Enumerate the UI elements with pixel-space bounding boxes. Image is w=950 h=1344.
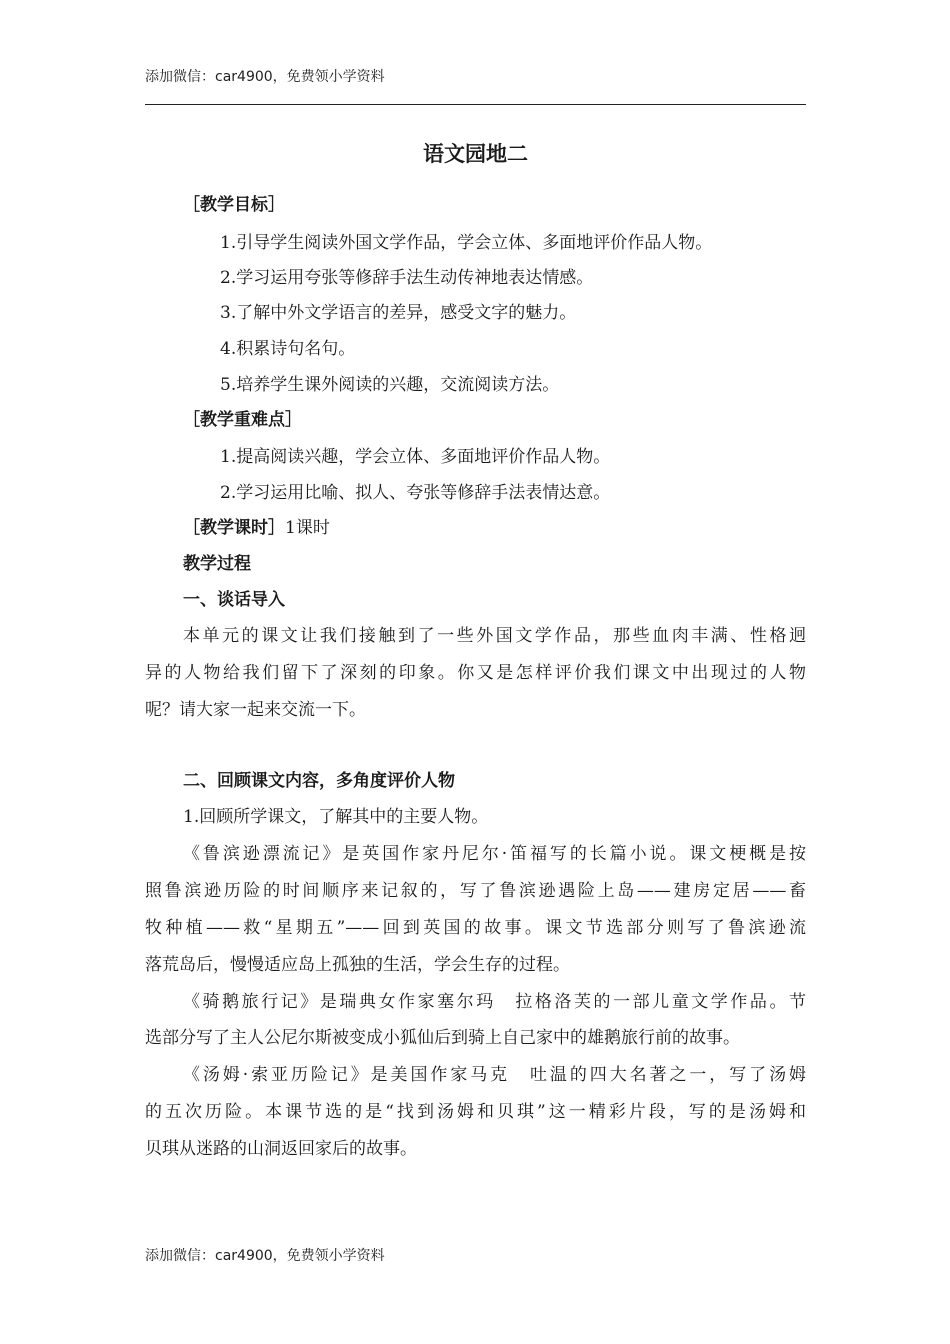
paragraph-line: 落荒岛后，慢慢适应岛上孤独的生活，学会生存的过程。	[145, 955, 570, 975]
paragraph-line: 贝琪从迷路的山洞返回家后的故事。	[145, 1139, 417, 1159]
goal-item: 5.培养学生课外阅读的兴趣，交流阅读方法。	[220, 375, 560, 395]
goal-item: 3.了解中外文学语言的差异，感受文字的魅力。	[220, 303, 577, 323]
page-title: 语文园地二	[423, 142, 528, 166]
goals-heading: ［教学目标］	[183, 195, 285, 215]
hours-heading: ［教学课时］	[183, 518, 285, 538]
paragraph-line: 牧种植——救“星期五”——回到英国的故事。课文节选部分则写了鲁滨逊流	[145, 918, 806, 938]
section2-sub1: 1.回顾所学课文，了解其中的主要人物。	[183, 807, 489, 827]
hours-line	[183, 513, 806, 538]
keypoint-item: 1.提高阅读兴趣，学会立体、多面地评价作品人物。	[220, 447, 611, 467]
keypoints-heading: ［教学重难点］	[183, 410, 302, 430]
process-heading: 教学过程	[183, 554, 251, 574]
section1-line: 异的人物给我们留下了深刻的印象。你又是怎样评价我们课文中出现过的人物	[145, 663, 806, 683]
goal-item: 2.学习运用夸张等修辞手法生动传神地表达情感。	[220, 268, 594, 288]
goal-item: 1.引导学生阅读外国文学作品，学会立体、多面地评价作品人物。	[220, 233, 713, 253]
paragraph-line: 《骑鹅旅行记》是瑞典女作家塞尔玛 拉格洛芙的一部儿童文学作品。节	[183, 992, 806, 1012]
paragraph-line: 《汤姆·索亚历险记》是美国作家马克 吐温的四大名著之一，写了汤姆	[183, 1065, 806, 1085]
section1-line: 本单元的课文让我们接触到了一些外国文学作品，那些血肉丰满、性格迥	[183, 626, 806, 646]
section1-line: 呢？请大家一起来交流一下。	[145, 700, 366, 720]
paragraph-line: 照鲁滨逊历险的时间顺序来记叙的，写了鲁滨逊遇险上岛——建房定居——畜	[145, 881, 806, 901]
header-divider	[145, 104, 806, 105]
paragraph-line: 选部分写了主人公尼尔斯被变成小狐仙后到骑上自己家中的雄鹅旅行前的故事。	[145, 1028, 740, 1048]
section2-heading: 二、回顾课文内容，多角度评价人物	[183, 771, 455, 791]
header-note: 添加微信：car4900，免费领小学资料	[145, 69, 385, 85]
paragraph-line: 的五次历险。本课节选的是“找到汤姆和贝琪”这一精彩片段，写的是汤姆和	[145, 1102, 806, 1122]
goal-item: 4.积累诗句名句。	[220, 339, 356, 359]
section1-heading: 一、谈话导入	[183, 590, 285, 610]
footer-note: 添加微信：car4900，免费领小学资料	[145, 1248, 385, 1264]
paragraph-line: 《鲁滨逊漂流记》是英国作家丹尼尔·笛福写的长篇小说。课文梗概是按	[183, 844, 806, 864]
keypoint-item: 2.学习运用比喻、拟人、夸张等修辞手法表情达意。	[220, 483, 611, 503]
hours-value: 1课时	[285, 518, 330, 538]
